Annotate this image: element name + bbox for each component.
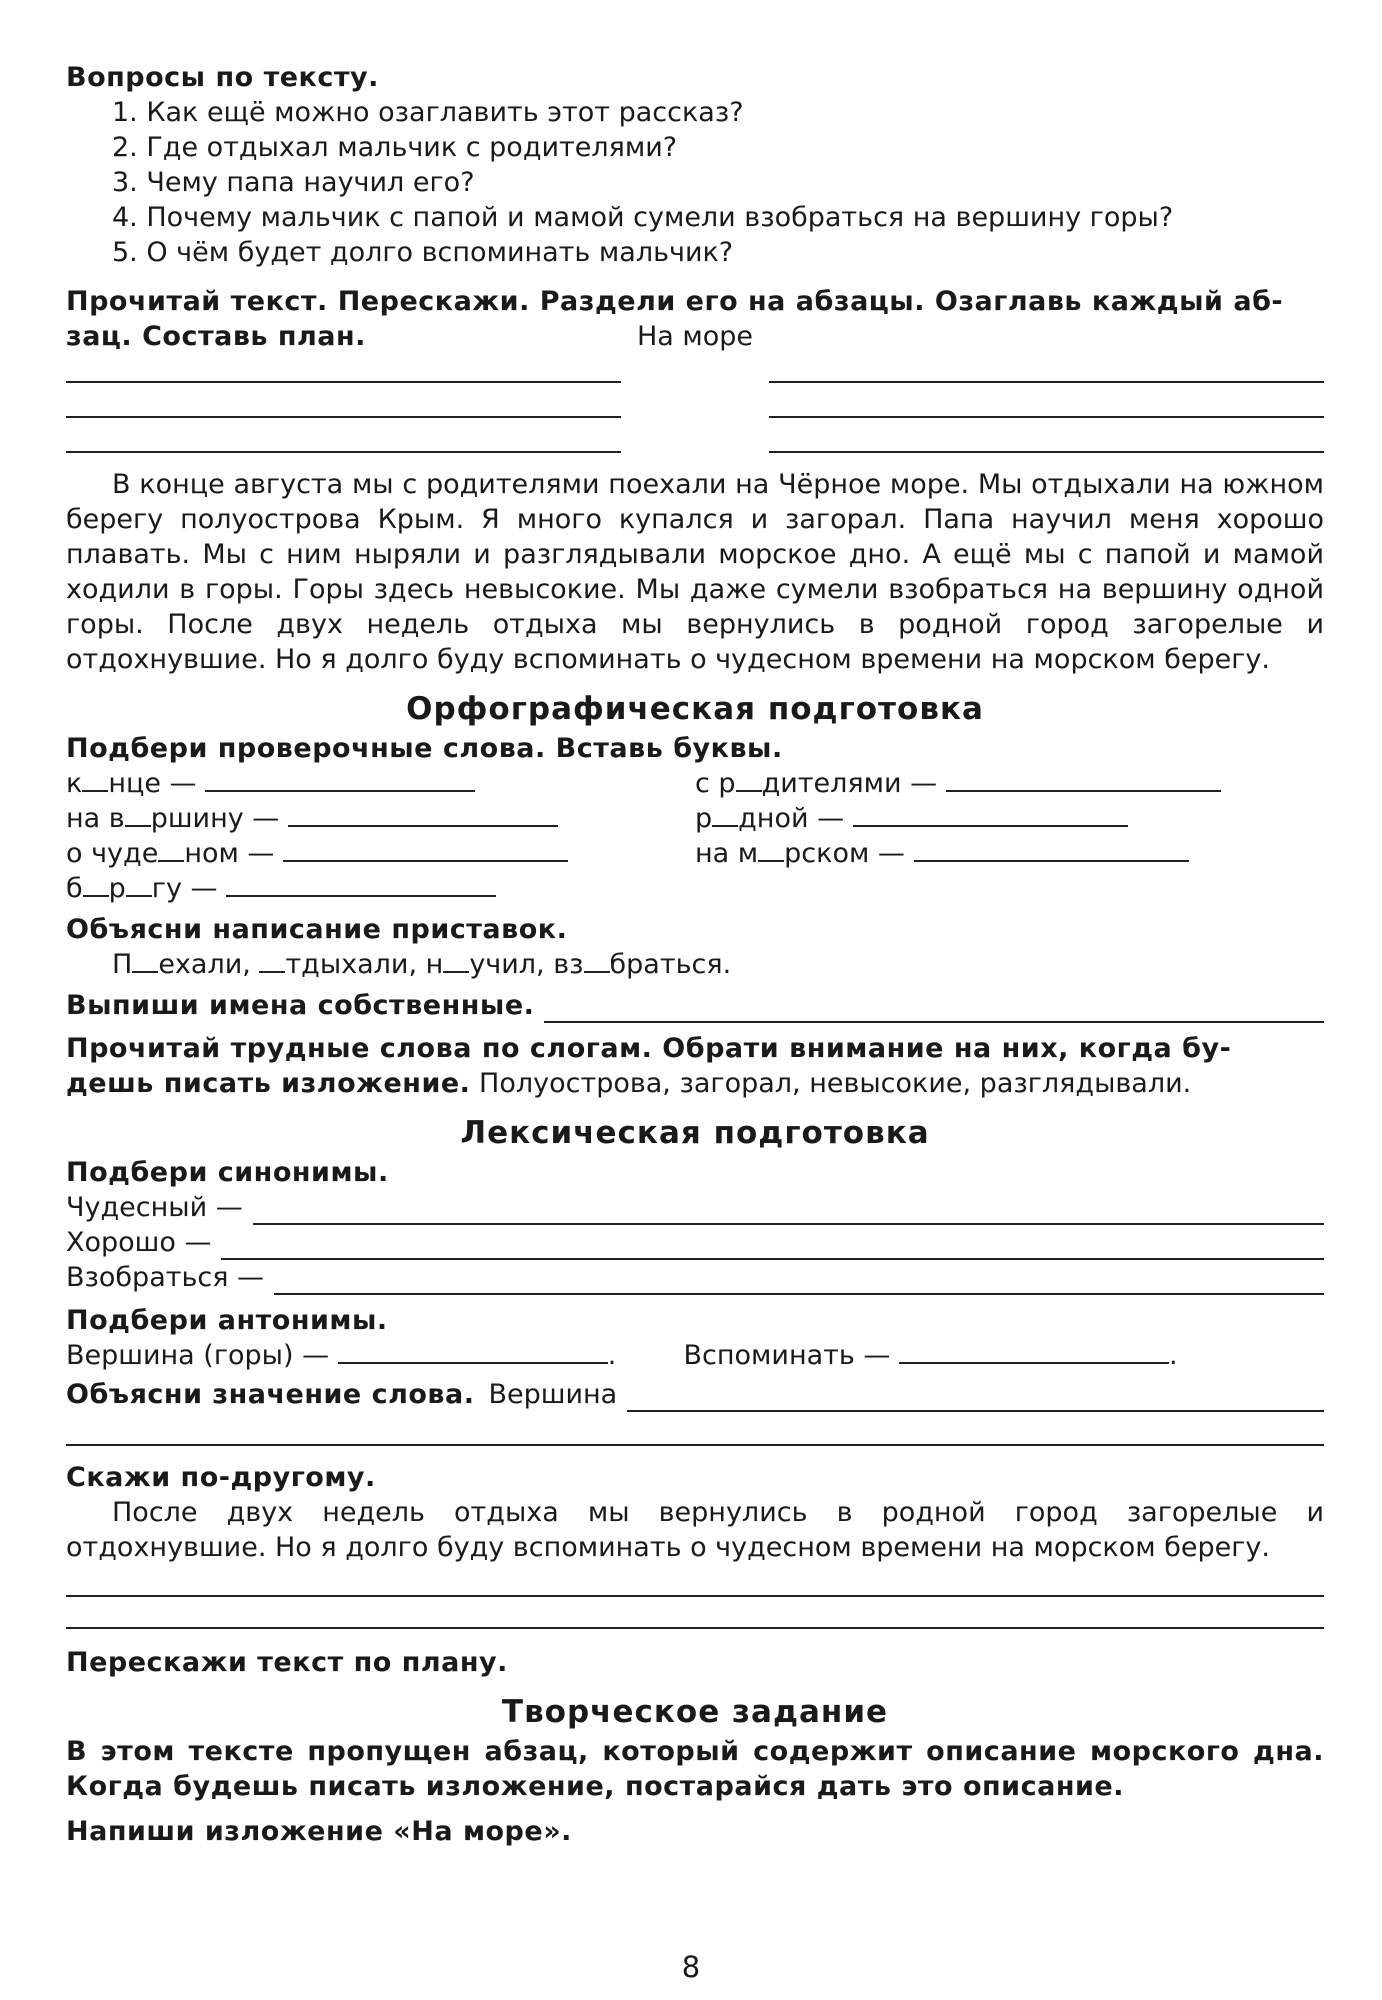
letter-blank[interactable] xyxy=(443,949,469,973)
answer-line[interactable] xyxy=(627,1388,1324,1412)
plan-line[interactable] xyxy=(769,451,1324,453)
synonym-task: Подбери синонимы. xyxy=(66,1157,389,1188)
question-item: 5. О чём будет долго вспоминать мальчик? xyxy=(112,237,734,268)
plan-line[interactable] xyxy=(66,451,621,453)
answer-line[interactable] xyxy=(899,1340,1169,1364)
orth-right-column xyxy=(695,766,1324,906)
letter-blank[interactable] xyxy=(584,949,610,973)
answer-line[interactable] xyxy=(283,838,568,862)
plan-line[interactable] xyxy=(769,416,1324,418)
plan-line[interactable] xyxy=(66,416,621,418)
answer-line[interactable] xyxy=(288,803,558,827)
orth-words xyxy=(66,766,1324,906)
hard-words: Полуострова, загорал, невысокие, разглядывали. xyxy=(479,1068,1192,1099)
answer-line[interactable] xyxy=(221,1236,1324,1260)
antonym-task: Подбери антонимы. xyxy=(66,1305,388,1336)
hard-task-line1: Прочитай трудные слова по слогам. Обрати внимание на них, когда бу- xyxy=(66,1033,1232,1064)
answer-line[interactable] xyxy=(946,768,1221,792)
letter-blank[interactable] xyxy=(82,768,108,792)
letter-blank[interactable] xyxy=(758,838,784,862)
answer-line[interactable] xyxy=(226,873,496,897)
question-item: 1. Как ещё можно озаглавить этот рассказ? xyxy=(112,97,744,128)
orth-word: на в ршину — xyxy=(66,801,695,836)
answer-line[interactable] xyxy=(914,838,1189,862)
hard-task-line2: дешь писать изложение. Полуострова, загорал, невысокие, разглядывали. xyxy=(66,1068,1192,1099)
question-item: 2. Где отдыхал мальчик с родителями? xyxy=(112,132,678,163)
page-number: 8 xyxy=(681,1950,701,1984)
question-item: 4. Почему мальчик с папой и мамой сумели взобраться на вершину горы? xyxy=(112,202,1174,233)
letter-blank[interactable] xyxy=(158,838,184,862)
orth-left-column xyxy=(66,766,695,906)
explain-row: Объясни значение слова. Вершина xyxy=(66,1377,1324,1412)
letter-blank[interactable] xyxy=(83,873,109,897)
creative-line1: В этом тексте пропущен абзац, который содержит описание морского дна. xyxy=(66,1736,1324,1767)
plan-line[interactable] xyxy=(66,381,621,383)
answer-line[interactable] xyxy=(544,999,1324,1023)
synonym-row: Хорошо — xyxy=(66,1225,1324,1260)
synonym-row: Взобраться — xyxy=(66,1260,1324,1295)
antonym-row: Вершина (горы) — . Вспоминать — . xyxy=(66,1340,1178,1371)
creative-heading: Творческое задание xyxy=(501,1694,889,1730)
orth-word: на м рском — xyxy=(695,836,1324,871)
say-task: Скажи по-другому. xyxy=(66,1462,376,1493)
orth-word: б р гу — xyxy=(66,871,695,906)
orth-word: к нце — xyxy=(66,766,695,801)
retell-task: Перескажи текст по плану. xyxy=(66,1647,508,1678)
plan-line[interactable] xyxy=(769,381,1324,383)
orth-heading: Орфографическая подготовка xyxy=(406,691,984,727)
question-item: 3. Чему папа научил его? xyxy=(112,167,475,198)
orth-word: с р дителями — xyxy=(695,766,1324,801)
orth-word: р дной — xyxy=(695,801,1324,836)
prefix-words: П ехали, тдыхали, н учил, вз браться. xyxy=(112,949,732,980)
answer-line[interactable] xyxy=(66,1412,1324,1446)
task-read-line1: Прочитай текст. Перескажи. Раздели его на абзацы. Озаглавь каждый аб- xyxy=(66,286,1284,317)
proper-names-row xyxy=(66,988,1324,1023)
plan-lines xyxy=(66,354,1324,459)
questions-title: Вопросы по тексту. xyxy=(66,62,379,93)
prefix-task: Объясни написание приставок. xyxy=(66,914,568,945)
letter-blank[interactable] xyxy=(712,803,738,827)
story-text: В конце августа мы с родителями поехали на Чёрное море. Мы отдыхали на южном берегу полуострова Крым. Я много купался и загорал. Папа научил меня хорошо плавать. Мы с ним ныряли и разглядывали морское дно. А ещё мы с папой и мамой ходили в горы. Горы здесь невысокие. Мы даже сумели взобраться на вершину одной горы. После двух недель отдыха мы вернулись в родной город загорелые и отдохнувшие. Но я долго буду вспоминать о чудесном времени на морском берегу. xyxy=(66,469,1324,675)
orth-task: Подбери проверочные слова. Вставь буквы. xyxy=(66,733,783,764)
say-text: После двух недель отдыха мы вернулись в родной город загорелые и отдохнувшие. Но я долго буду вспоминать о чудесном времени на морском берегу. xyxy=(66,1497,1324,1563)
answer-line[interactable] xyxy=(205,768,475,792)
letter-blank[interactable] xyxy=(126,873,152,897)
lex-heading: Лексическая подготовка xyxy=(460,1115,930,1151)
orth-word: о чуде ном — xyxy=(66,836,695,871)
synonym-row: Чудесный — xyxy=(66,1190,1324,1225)
creative-line2: Когда будешь писать изложение, постарайся дать это описание. xyxy=(66,1771,1124,1802)
task-read-line2: зац. Составь план. xyxy=(66,321,366,352)
letter-blank[interactable] xyxy=(259,949,285,973)
answer-line[interactable] xyxy=(66,1597,1324,1629)
letter-blank[interactable] xyxy=(125,803,151,827)
worksheet-page xyxy=(66,60,1324,1849)
proper-task: Выпиши имена собственные. xyxy=(66,990,535,1021)
answer-line[interactable] xyxy=(253,1201,1324,1225)
answer-line[interactable] xyxy=(338,1340,608,1364)
answer-line[interactable] xyxy=(853,803,1128,827)
write-task: Напиши изложение «На море». xyxy=(66,1816,572,1847)
answer-line[interactable] xyxy=(274,1271,1324,1295)
letter-blank[interactable] xyxy=(132,949,158,973)
story-title: На море xyxy=(636,321,754,352)
letter-blank[interactable] xyxy=(736,768,762,792)
answer-line[interactable] xyxy=(66,1565,1324,1597)
